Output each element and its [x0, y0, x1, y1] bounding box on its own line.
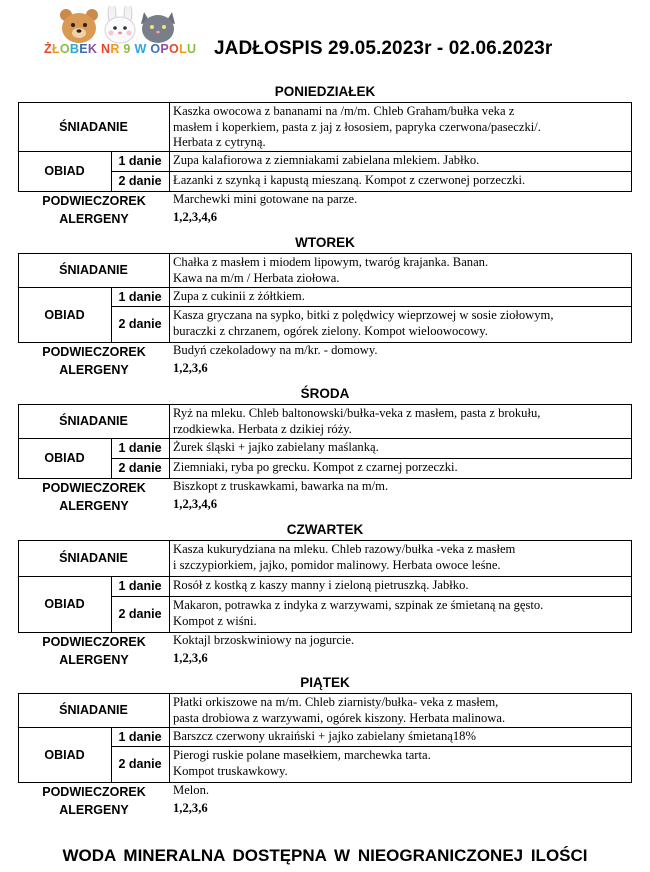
breakfast-label: ŚNIADANIE — [18, 102, 170, 152]
breakfast-cell — [170, 693, 632, 728]
page-header — [0, 0, 650, 80]
logo-letter: K — [87, 42, 98, 56]
snack-text: Koktajl brzoskwiniowy na jogurcie. — [173, 633, 355, 647]
course1-label: 1 danie — [112, 152, 170, 172]
allergens-label: ALERGENY — [59, 363, 129, 377]
course1-label: 1 danie — [112, 288, 170, 307]
day-heading: WTOREK — [295, 235, 355, 250]
snack-text: Melon. — [173, 783, 210, 797]
course1-cell — [170, 728, 632, 747]
course1-line: Żurek śląski + jajko zabielany maślanką. — [173, 440, 379, 454]
breakfast-line: pasta drobiowa z warzywami, ogórek kiszony. Herbata malinowa. — [173, 710, 506, 725]
day-section-thursday — [18, 520, 632, 669]
animals-illustration — [44, 6, 194, 44]
course2-line: Pierogi ruskie polane masełkiem, marchewka tarta. — [173, 748, 431, 762]
course2-line: Kompot z wiśni. — [173, 613, 257, 628]
bunny-icon — [105, 6, 135, 43]
allergens-label: ALERGENY — [59, 803, 129, 817]
day-section-wednesday — [18, 384, 632, 515]
snack-label: PODWIECZOREK — [42, 481, 146, 495]
footer-note: WODA MINERALNA DOSTĘPNA W NIEOGRANICZONEJ ILOŚCI — [62, 846, 588, 865]
course1-line: Zupa kalafiorowa z ziemniakami zabielana mlekiem. Jabłko. — [173, 153, 480, 167]
course2-label: 2 danie — [112, 597, 170, 633]
allergens-text: 1,2,3,4,6 — [173, 210, 218, 224]
breakfast-line: Kasza kukurydziana na mleku. Chleb razowy/bułka -veka z masłem — [173, 542, 516, 556]
breakfast-line: Płatki orkiszowe na m/m. Chleb ziarnisty/bułka- veka z masłem, — [173, 695, 499, 709]
course2-label: 2 danie — [112, 459, 170, 479]
breakfast-line: masłem i koperkiem, pasta z jaj z łososiem, papryka czerwona/paseczki/. — [173, 119, 541, 134]
course2-cell — [170, 747, 632, 783]
snack-text: Biszkopt z truskawkami, bawarka na m/m. — [173, 479, 389, 493]
day-section-friday — [18, 673, 632, 819]
logo-letter: Ż — [44, 42, 52, 56]
course2-cell — [170, 597, 632, 633]
breakfast-line: i szczypiorkiem, jajko, pomidor malinowy. Herbata owoce leśne. — [173, 557, 501, 572]
course2-line: Makaron, potrawka z indyka z warzywami, szpinak ze śmietaną na gęsto. — [173, 598, 544, 612]
day-heading: CZWARTEK — [286, 522, 364, 537]
logo-letter: P — [160, 42, 170, 56]
day-heading: PIĄTEK — [300, 675, 350, 690]
allergens-label: ALERGENY — [59, 499, 129, 513]
lunch-label: OBIAD — [18, 728, 112, 783]
logo-letter: W — [134, 42, 147, 56]
course2-line: Łazanki z szynką i kapustą mieszaną. Kompot z czerwonej porzeczki. — [173, 173, 526, 187]
course1-cell — [170, 152, 632, 172]
breakfast-label: ŚNIADANIE — [18, 404, 170, 439]
course2-cell — [170, 172, 632, 192]
breakfast-label: ŚNIADANIE — [18, 693, 170, 728]
course1-line: Zupa z cukinii z żółtkiem. — [173, 289, 305, 303]
snack-text: Budyń czekoladowy na m/kr. - domowy. — [173, 343, 378, 357]
lunch-label: OBIAD — [18, 288, 112, 343]
course2-line: Ziemniaki, ryba po grecku. Kompot z czarnej porzeczki. — [173, 460, 458, 474]
logo-text — [44, 42, 197, 56]
allergens-text: 1,2,3,6 — [173, 801, 208, 815]
breakfast-cell — [170, 253, 632, 288]
logo-letter: 9 — [123, 42, 131, 56]
logo-letter: O — [169, 42, 180, 56]
course2-cell — [170, 307, 632, 343]
course1-line: Rosół z kostką z kaszy manny i zieloną pietruszką. Jabłko. — [173, 578, 469, 592]
course1-label: 1 danie — [112, 439, 170, 459]
breakfast-line: Ryż na mleku. Chleb baltonowski/bułka-veka z masłem, pasta z brokułu, — [173, 406, 541, 420]
course2-label: 2 danie — [112, 172, 170, 192]
logo-letter: U — [187, 42, 197, 56]
snack-text: Marchewki mini gotowane na parze. — [173, 192, 358, 206]
nursery-logo — [44, 6, 197, 64]
allergens-label: ALERGENY — [59, 653, 129, 667]
lunch-label: OBIAD — [18, 577, 112, 633]
lunch-label: OBIAD — [18, 439, 112, 479]
breakfast-line: rzodkiewka. Herbata z dzikiej róży. — [173, 421, 352, 436]
allergens-label: ALERGENY — [59, 212, 129, 226]
breakfast-label: ŚNIADANIE — [18, 253, 170, 288]
logo-letter: B — [69, 42, 80, 56]
snack-label: PODWIECZOREK — [42, 635, 146, 649]
course1-cell — [170, 577, 632, 597]
snack-label: PODWIECZOREK — [42, 345, 146, 359]
breakfast-line: Herbata z cytryną. — [173, 135, 266, 149]
course1-line: Barszcz czerwony ukraiński + jajko zabielany śmietaną18% — [173, 729, 476, 743]
course2-line: buraczki z chrzanem, ogórek zielony. Kompot wieloowocowy. — [173, 323, 488, 338]
course2-label: 2 danie — [112, 747, 170, 783]
breakfast-line: Chałka z masłem i miodem lipowym, twaróg krajanka. Banan. — [173, 255, 489, 269]
logo-letter: Ł — [51, 42, 60, 56]
logo-letter: O — [150, 42, 161, 56]
breakfast-cell — [170, 404, 632, 439]
day-section-monday — [18, 82, 632, 228]
breakfast-cell — [170, 540, 632, 577]
course1-label: 1 danie — [112, 577, 170, 597]
cat-icon — [141, 12, 175, 43]
allergens-text: 1,2,3,6 — [173, 651, 208, 665]
day-section-tuesday — [18, 233, 632, 379]
breakfast-line: Kaszka owocowa z bananami na /m/m. Chleb Graham/bułka veka z — [173, 104, 515, 118]
course1-label: 1 danie — [112, 728, 170, 747]
course2-line: Kasza gryczana na sypko, bitki z polędwicy wieprzowej w sosie ziołowym, — [173, 308, 554, 322]
allergens-text: 1,2,3,4,6 — [173, 497, 218, 511]
snack-label: PODWIECZOREK — [42, 785, 146, 799]
course1-cell — [170, 288, 632, 307]
allergens-text: 1,2,3,6 — [173, 361, 208, 375]
course2-label: 2 danie — [112, 307, 170, 343]
breakfast-line: Kawa na m/m / Herbata ziołowa. — [173, 270, 340, 285]
course2-cell — [170, 459, 632, 479]
logo-letter: E — [79, 42, 88, 56]
breakfast-cell — [170, 102, 632, 152]
page-title: JADŁOSPIS 29.05.2023r - 02.06.2023r — [214, 38, 553, 59]
breakfast-label: ŚNIADANIE — [18, 540, 170, 577]
lunch-label: OBIAD — [18, 152, 112, 192]
bear-icon — [60, 9, 98, 43]
logo-letter: N — [100, 42, 111, 56]
logo-letter: R — [110, 42, 120, 56]
logo-letter: O — [59, 42, 70, 56]
day-heading: ŚRODA — [300, 386, 350, 401]
course1-cell — [170, 439, 632, 459]
day-heading: PONIEDZIAŁEK — [274, 84, 376, 99]
course2-line: Kompot truskawkowy. — [173, 763, 288, 778]
snack-label: PODWIECZOREK — [42, 194, 146, 208]
logo-letter: L — [179, 42, 187, 56]
